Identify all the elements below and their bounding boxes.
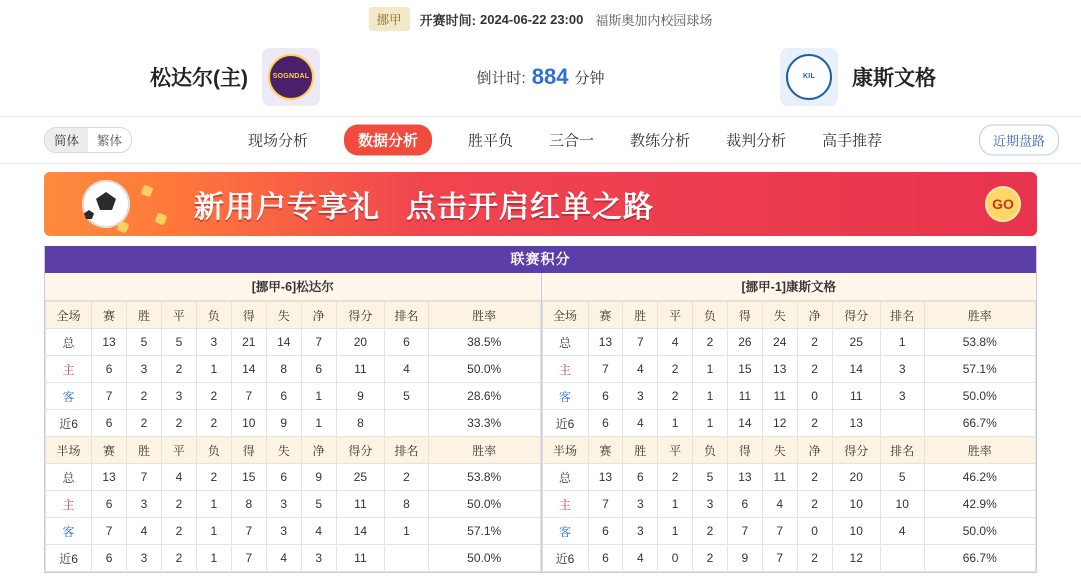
col-win-half: 胜 xyxy=(623,437,658,464)
col-scope: 全场 xyxy=(542,302,588,329)
tab-three-in-one[interactable]: 三合一 xyxy=(549,132,595,150)
cell: 1 xyxy=(196,518,231,545)
col-goals-for: 得 xyxy=(727,302,762,329)
cell: 2 xyxy=(658,464,693,491)
table-row xyxy=(542,329,1036,356)
cell: 10 xyxy=(231,410,266,437)
cell: 13 xyxy=(727,464,762,491)
spark-icon-3 xyxy=(117,221,130,234)
col-points-half: 得分 xyxy=(336,437,385,464)
cell: 3 xyxy=(266,491,301,518)
table-row xyxy=(542,518,1036,545)
away-team-crest-icon xyxy=(780,48,838,106)
cell: 2 xyxy=(797,464,832,491)
cell: 2 xyxy=(693,518,728,545)
table-row xyxy=(542,491,1036,518)
cell: 2 xyxy=(161,518,196,545)
cell: 2 xyxy=(693,329,728,356)
cell: 7 xyxy=(762,545,797,572)
tab-data-analysis[interactable]: 数据分析 xyxy=(344,125,432,156)
row-scope: 主 xyxy=(46,491,92,518)
cell: 7 xyxy=(762,518,797,545)
col-goals-against: 失 xyxy=(266,302,301,329)
cell: 12 xyxy=(832,545,880,572)
cell: 50.0% xyxy=(924,518,1035,545)
cell: 7 xyxy=(231,518,266,545)
cell: 4 xyxy=(623,356,658,383)
col-draw: 平 xyxy=(658,302,693,329)
cell: 57.1% xyxy=(924,356,1035,383)
col-draw: 平 xyxy=(161,302,196,329)
tab-live-analysis[interactable]: 现场分析 xyxy=(248,132,309,150)
tab-expert-picks[interactable]: 高手推荐 xyxy=(822,132,883,150)
col-rank: 排名 xyxy=(880,302,924,329)
cell: 6 xyxy=(92,491,127,518)
cell: 13 xyxy=(762,356,797,383)
cell: 6 xyxy=(385,329,429,356)
cell: 1 xyxy=(658,491,693,518)
away-team-name: 康斯文格 xyxy=(852,67,936,90)
banner-text xyxy=(194,172,654,236)
cell: 50.0% xyxy=(428,545,540,572)
cell: 3 xyxy=(127,545,162,572)
cell: 14 xyxy=(336,518,385,545)
cell: 7 xyxy=(127,464,162,491)
col-rank-half: 排名 xyxy=(385,437,429,464)
cell: 4 xyxy=(301,518,336,545)
cell: 11 xyxy=(727,383,762,410)
cell: 6 xyxy=(92,356,127,383)
cell: 46.2% xyxy=(924,464,1035,491)
home-team[interactable] xyxy=(150,38,320,116)
cell: 2 xyxy=(161,491,196,518)
cell: 0 xyxy=(797,383,832,410)
table-row xyxy=(46,518,541,545)
home-stats-table xyxy=(45,301,541,572)
cell: 50.0% xyxy=(428,491,540,518)
kickoff-time: 2024-06-22 23:00 xyxy=(479,11,584,27)
cell: 3 xyxy=(693,491,728,518)
cell: 5 xyxy=(693,464,728,491)
cell: 33.3% xyxy=(428,410,540,437)
cell: 15 xyxy=(231,464,266,491)
cell: 8 xyxy=(231,491,266,518)
row-scope: 近6 xyxy=(542,410,588,437)
row-scope: 总 xyxy=(542,329,588,356)
cell: 6 xyxy=(92,545,127,572)
row-scope: 近6 xyxy=(46,410,92,437)
cell: 3 xyxy=(623,383,658,410)
row-scope: 客 xyxy=(542,383,588,410)
language-toggle[interactable] xyxy=(44,127,132,153)
cell: 14 xyxy=(231,356,266,383)
col-loss: 负 xyxy=(693,302,728,329)
cell: 3 xyxy=(196,329,231,356)
away-standings-panel xyxy=(541,273,1037,572)
table-row xyxy=(46,356,541,383)
cell: 21 xyxy=(231,329,266,356)
cell: 2 xyxy=(658,356,693,383)
cell xyxy=(880,410,924,437)
cell: 4 xyxy=(880,518,924,545)
cell: 7 xyxy=(231,545,266,572)
countdown-prefix: 倒计时: xyxy=(476,69,526,87)
cell: 11 xyxy=(336,356,385,383)
table-row xyxy=(542,464,1036,491)
cell: 2 xyxy=(385,464,429,491)
cell: 7 xyxy=(727,518,762,545)
cell: 4 xyxy=(623,545,658,572)
cell: 10 xyxy=(832,491,880,518)
cell: 2 xyxy=(658,383,693,410)
cell: 20 xyxy=(336,329,385,356)
row-scope: 近6 xyxy=(46,545,92,572)
cell: 1 xyxy=(693,356,728,383)
cell: 1 xyxy=(301,410,336,437)
col-played: 赛 xyxy=(92,302,127,329)
cell: 2 xyxy=(161,410,196,437)
home-team-name: 松达尔(主) xyxy=(150,67,248,90)
col-goals-against: 失 xyxy=(762,302,797,329)
cell: 1 xyxy=(196,356,231,383)
away-panel-header: [挪甲-1]康斯文格 xyxy=(542,273,1037,301)
cell: 2 xyxy=(161,545,196,572)
cell: 10 xyxy=(880,491,924,518)
cell: 2 xyxy=(797,545,832,572)
cell: 10 xyxy=(832,518,880,545)
cell: 5 xyxy=(127,329,162,356)
cell: 14 xyxy=(266,329,301,356)
cell: 9 xyxy=(266,410,301,437)
col-win-half: 胜 xyxy=(127,437,162,464)
banner-go-button[interactable]: GO xyxy=(985,186,1021,222)
lang-traditional[interactable]: 繁体 xyxy=(97,134,123,148)
away-team[interactable] xyxy=(780,38,936,116)
cell: 4 xyxy=(623,410,658,437)
cell: 1 xyxy=(693,383,728,410)
table-row xyxy=(542,410,1036,437)
tab-referee-analysis[interactable]: 裁判分析 xyxy=(726,132,787,150)
cell: 4 xyxy=(385,356,429,383)
kickoff-label: 开赛时间: xyxy=(419,12,476,28)
cell: 4 xyxy=(161,464,196,491)
table-row xyxy=(46,410,541,437)
cell: 6 xyxy=(588,518,623,545)
league-badge: 挪甲 xyxy=(369,7,410,31)
table-header-row xyxy=(46,302,541,329)
cell: 12 xyxy=(762,410,797,437)
tab-win-draw-loss[interactable]: 胜平负 xyxy=(468,132,514,150)
row-scope: 主 xyxy=(542,356,588,383)
col-rank: 排名 xyxy=(385,302,429,329)
cell: 42.9% xyxy=(924,491,1035,518)
cell: 3 xyxy=(161,383,196,410)
col-played-half: 赛 xyxy=(92,437,127,464)
cell: 6 xyxy=(266,464,301,491)
cell: 1 xyxy=(658,518,693,545)
col-winrate: 胜率 xyxy=(428,302,540,329)
cell: 20 xyxy=(832,464,880,491)
cell: 4 xyxy=(658,329,693,356)
cell: 2 xyxy=(127,383,162,410)
cell: 2 xyxy=(797,356,832,383)
table-row xyxy=(542,356,1036,383)
cell: 53.8% xyxy=(924,329,1035,356)
banner-line-2: 点击开启红单之路 xyxy=(406,191,654,224)
cell: 5 xyxy=(301,491,336,518)
cell: 7 xyxy=(92,518,127,545)
cell: 11 xyxy=(336,491,385,518)
cell: 3 xyxy=(880,356,924,383)
cell: 4 xyxy=(762,491,797,518)
col-rank-half: 排名 xyxy=(880,437,924,464)
cell: 9 xyxy=(727,545,762,572)
cell: 6 xyxy=(588,545,623,572)
row-scope: 客 xyxy=(542,518,588,545)
cell: 1 xyxy=(693,410,728,437)
col-goals-against-half: 失 xyxy=(266,437,301,464)
lang-simplified[interactable]: 简体 xyxy=(45,128,88,152)
cell: 6 xyxy=(588,383,623,410)
cell: 6 xyxy=(301,356,336,383)
cell: 2 xyxy=(797,410,832,437)
cell: 6 xyxy=(727,491,762,518)
cell: 11 xyxy=(336,545,385,572)
cell: 7 xyxy=(588,491,623,518)
col-points: 得分 xyxy=(336,302,385,329)
row-scope: 总 xyxy=(542,464,588,491)
row-scope: 主 xyxy=(46,356,92,383)
banner-line-1: 新用户专享礼 xyxy=(194,191,380,224)
cell: 1 xyxy=(301,383,336,410)
col-win: 胜 xyxy=(127,302,162,329)
table-row xyxy=(46,329,541,356)
col-loss: 负 xyxy=(196,302,231,329)
cell: 2 xyxy=(693,545,728,572)
cell: 2 xyxy=(196,410,231,437)
col-goal-diff: 净 xyxy=(301,302,336,329)
home-standings-panel xyxy=(45,273,541,572)
col-goal-diff-half: 净 xyxy=(797,437,832,464)
cell: 13 xyxy=(588,464,623,491)
teams-row xyxy=(0,38,1081,116)
cell: 14 xyxy=(727,410,762,437)
row-scope: 总 xyxy=(46,464,92,491)
cell: 2 xyxy=(797,329,832,356)
col-winrate-half: 胜率 xyxy=(428,437,540,464)
col-scope: 全场 xyxy=(46,302,92,329)
cell: 11 xyxy=(832,383,880,410)
cell: 0 xyxy=(797,518,832,545)
table-row xyxy=(542,383,1036,410)
col-winrate: 胜率 xyxy=(924,302,1035,329)
away-crest-label: KIL xyxy=(786,54,832,100)
cell: 14 xyxy=(832,356,880,383)
cell: 53.8% xyxy=(428,464,540,491)
cell: 3 xyxy=(301,545,336,572)
cell: 6 xyxy=(623,464,658,491)
col-goals-for-half: 得 xyxy=(727,437,762,464)
col-scope-half: 半场 xyxy=(542,437,588,464)
cell: 8 xyxy=(385,491,429,518)
table-row xyxy=(46,383,541,410)
main-nav xyxy=(0,116,1081,164)
cell: 66.7% xyxy=(924,410,1035,437)
cell: 0 xyxy=(658,545,693,572)
cell: 5 xyxy=(161,329,196,356)
cell: 7 xyxy=(231,383,266,410)
table-header-row-half xyxy=(46,437,541,464)
cell: 3 xyxy=(127,491,162,518)
cell: 7 xyxy=(92,383,127,410)
cell: 26 xyxy=(727,329,762,356)
cell: 3 xyxy=(266,518,301,545)
row-scope: 近6 xyxy=(542,545,588,572)
venue-name: 福斯奥加内校园球场 xyxy=(595,12,713,28)
cell: 2 xyxy=(127,410,162,437)
cell: 6 xyxy=(266,383,301,410)
cell xyxy=(385,545,429,572)
col-played: 赛 xyxy=(588,302,623,329)
col-goal-diff: 净 xyxy=(797,302,832,329)
table-header-row xyxy=(542,302,1036,329)
cell xyxy=(880,545,924,572)
cell: 13 xyxy=(92,464,127,491)
countdown-suffix: 分钟 xyxy=(574,69,605,87)
home-crest-label: SOGNDAL xyxy=(268,54,314,100)
cell: 3 xyxy=(623,518,658,545)
cell: 1 xyxy=(196,545,231,572)
spark-icon-2 xyxy=(155,213,168,226)
promo-banner[interactable] xyxy=(44,172,1037,236)
cell: 15 xyxy=(727,356,762,383)
col-goals-for: 得 xyxy=(231,302,266,329)
cell: 9 xyxy=(301,464,336,491)
row-scope: 总 xyxy=(46,329,92,356)
cell: 9 xyxy=(336,383,385,410)
col-played-half: 赛 xyxy=(588,437,623,464)
cell: 8 xyxy=(266,356,301,383)
cell: 11 xyxy=(762,383,797,410)
col-win: 胜 xyxy=(623,302,658,329)
row-scope: 客 xyxy=(46,518,92,545)
table-row xyxy=(46,464,541,491)
cell: 2 xyxy=(196,464,231,491)
cell: 4 xyxy=(266,545,301,572)
away-stats-table xyxy=(542,301,1037,572)
cell: 24 xyxy=(762,329,797,356)
cell: 6 xyxy=(588,410,623,437)
cell: 13 xyxy=(92,329,127,356)
card-title: 联赛积分 xyxy=(45,246,1036,273)
nav-items xyxy=(248,125,882,156)
table-row xyxy=(542,545,1036,572)
cell: 2 xyxy=(797,491,832,518)
col-goal-diff-half: 净 xyxy=(301,437,336,464)
col-loss-half: 负 xyxy=(196,437,231,464)
spark-icon-1 xyxy=(141,185,154,198)
cell xyxy=(385,410,429,437)
cell: 4 xyxy=(127,518,162,545)
col-points-half: 得分 xyxy=(832,437,880,464)
cell: 5 xyxy=(880,464,924,491)
home-panel-header: [挪甲-6]松达尔 xyxy=(45,273,541,301)
cell: 13 xyxy=(588,329,623,356)
table-row xyxy=(46,491,541,518)
cell: 1 xyxy=(880,329,924,356)
cell: 7 xyxy=(301,329,336,356)
cell: 28.6% xyxy=(428,383,540,410)
cell: 1 xyxy=(385,518,429,545)
col-goals-against-half: 失 xyxy=(762,437,797,464)
cell: 50.0% xyxy=(924,383,1035,410)
col-winrate-half: 胜率 xyxy=(924,437,1035,464)
cell: 1 xyxy=(658,410,693,437)
league-standings-card xyxy=(44,246,1037,573)
cell: 38.5% xyxy=(428,329,540,356)
home-team-crest-icon xyxy=(262,48,320,106)
table-row xyxy=(46,545,541,572)
col-goals-for-half: 得 xyxy=(231,437,266,464)
col-draw-half: 平 xyxy=(161,437,196,464)
cell: 2 xyxy=(196,383,231,410)
cell: 7 xyxy=(588,356,623,383)
table-header-row-half xyxy=(542,437,1036,464)
recent-odds-button[interactable]: 近期盘路 xyxy=(979,125,1059,156)
cell: 13 xyxy=(832,410,880,437)
match-header-bar xyxy=(0,0,1081,38)
row-scope: 客 xyxy=(46,383,92,410)
cell: 8 xyxy=(336,410,385,437)
cell: 50.0% xyxy=(428,356,540,383)
cell: 3 xyxy=(623,491,658,518)
cell: 3 xyxy=(880,383,924,410)
cell: 25 xyxy=(336,464,385,491)
col-draw-half: 平 xyxy=(658,437,693,464)
col-points: 得分 xyxy=(832,302,880,329)
cell: 1 xyxy=(196,491,231,518)
cell: 5 xyxy=(385,383,429,410)
tab-coach-analysis[interactable]: 教练分析 xyxy=(630,132,691,150)
cell: 57.1% xyxy=(428,518,540,545)
col-scope-half: 半场 xyxy=(46,437,92,464)
cell: 11 xyxy=(762,464,797,491)
row-scope: 主 xyxy=(542,491,588,518)
cell: 2 xyxy=(161,356,196,383)
cell: 25 xyxy=(832,329,880,356)
countdown-value: 884 xyxy=(531,64,569,89)
cell: 7 xyxy=(623,329,658,356)
cell: 66.7% xyxy=(924,545,1035,572)
col-loss-half: 负 xyxy=(693,437,728,464)
cell: 3 xyxy=(127,356,162,383)
cell: 6 xyxy=(92,410,127,437)
